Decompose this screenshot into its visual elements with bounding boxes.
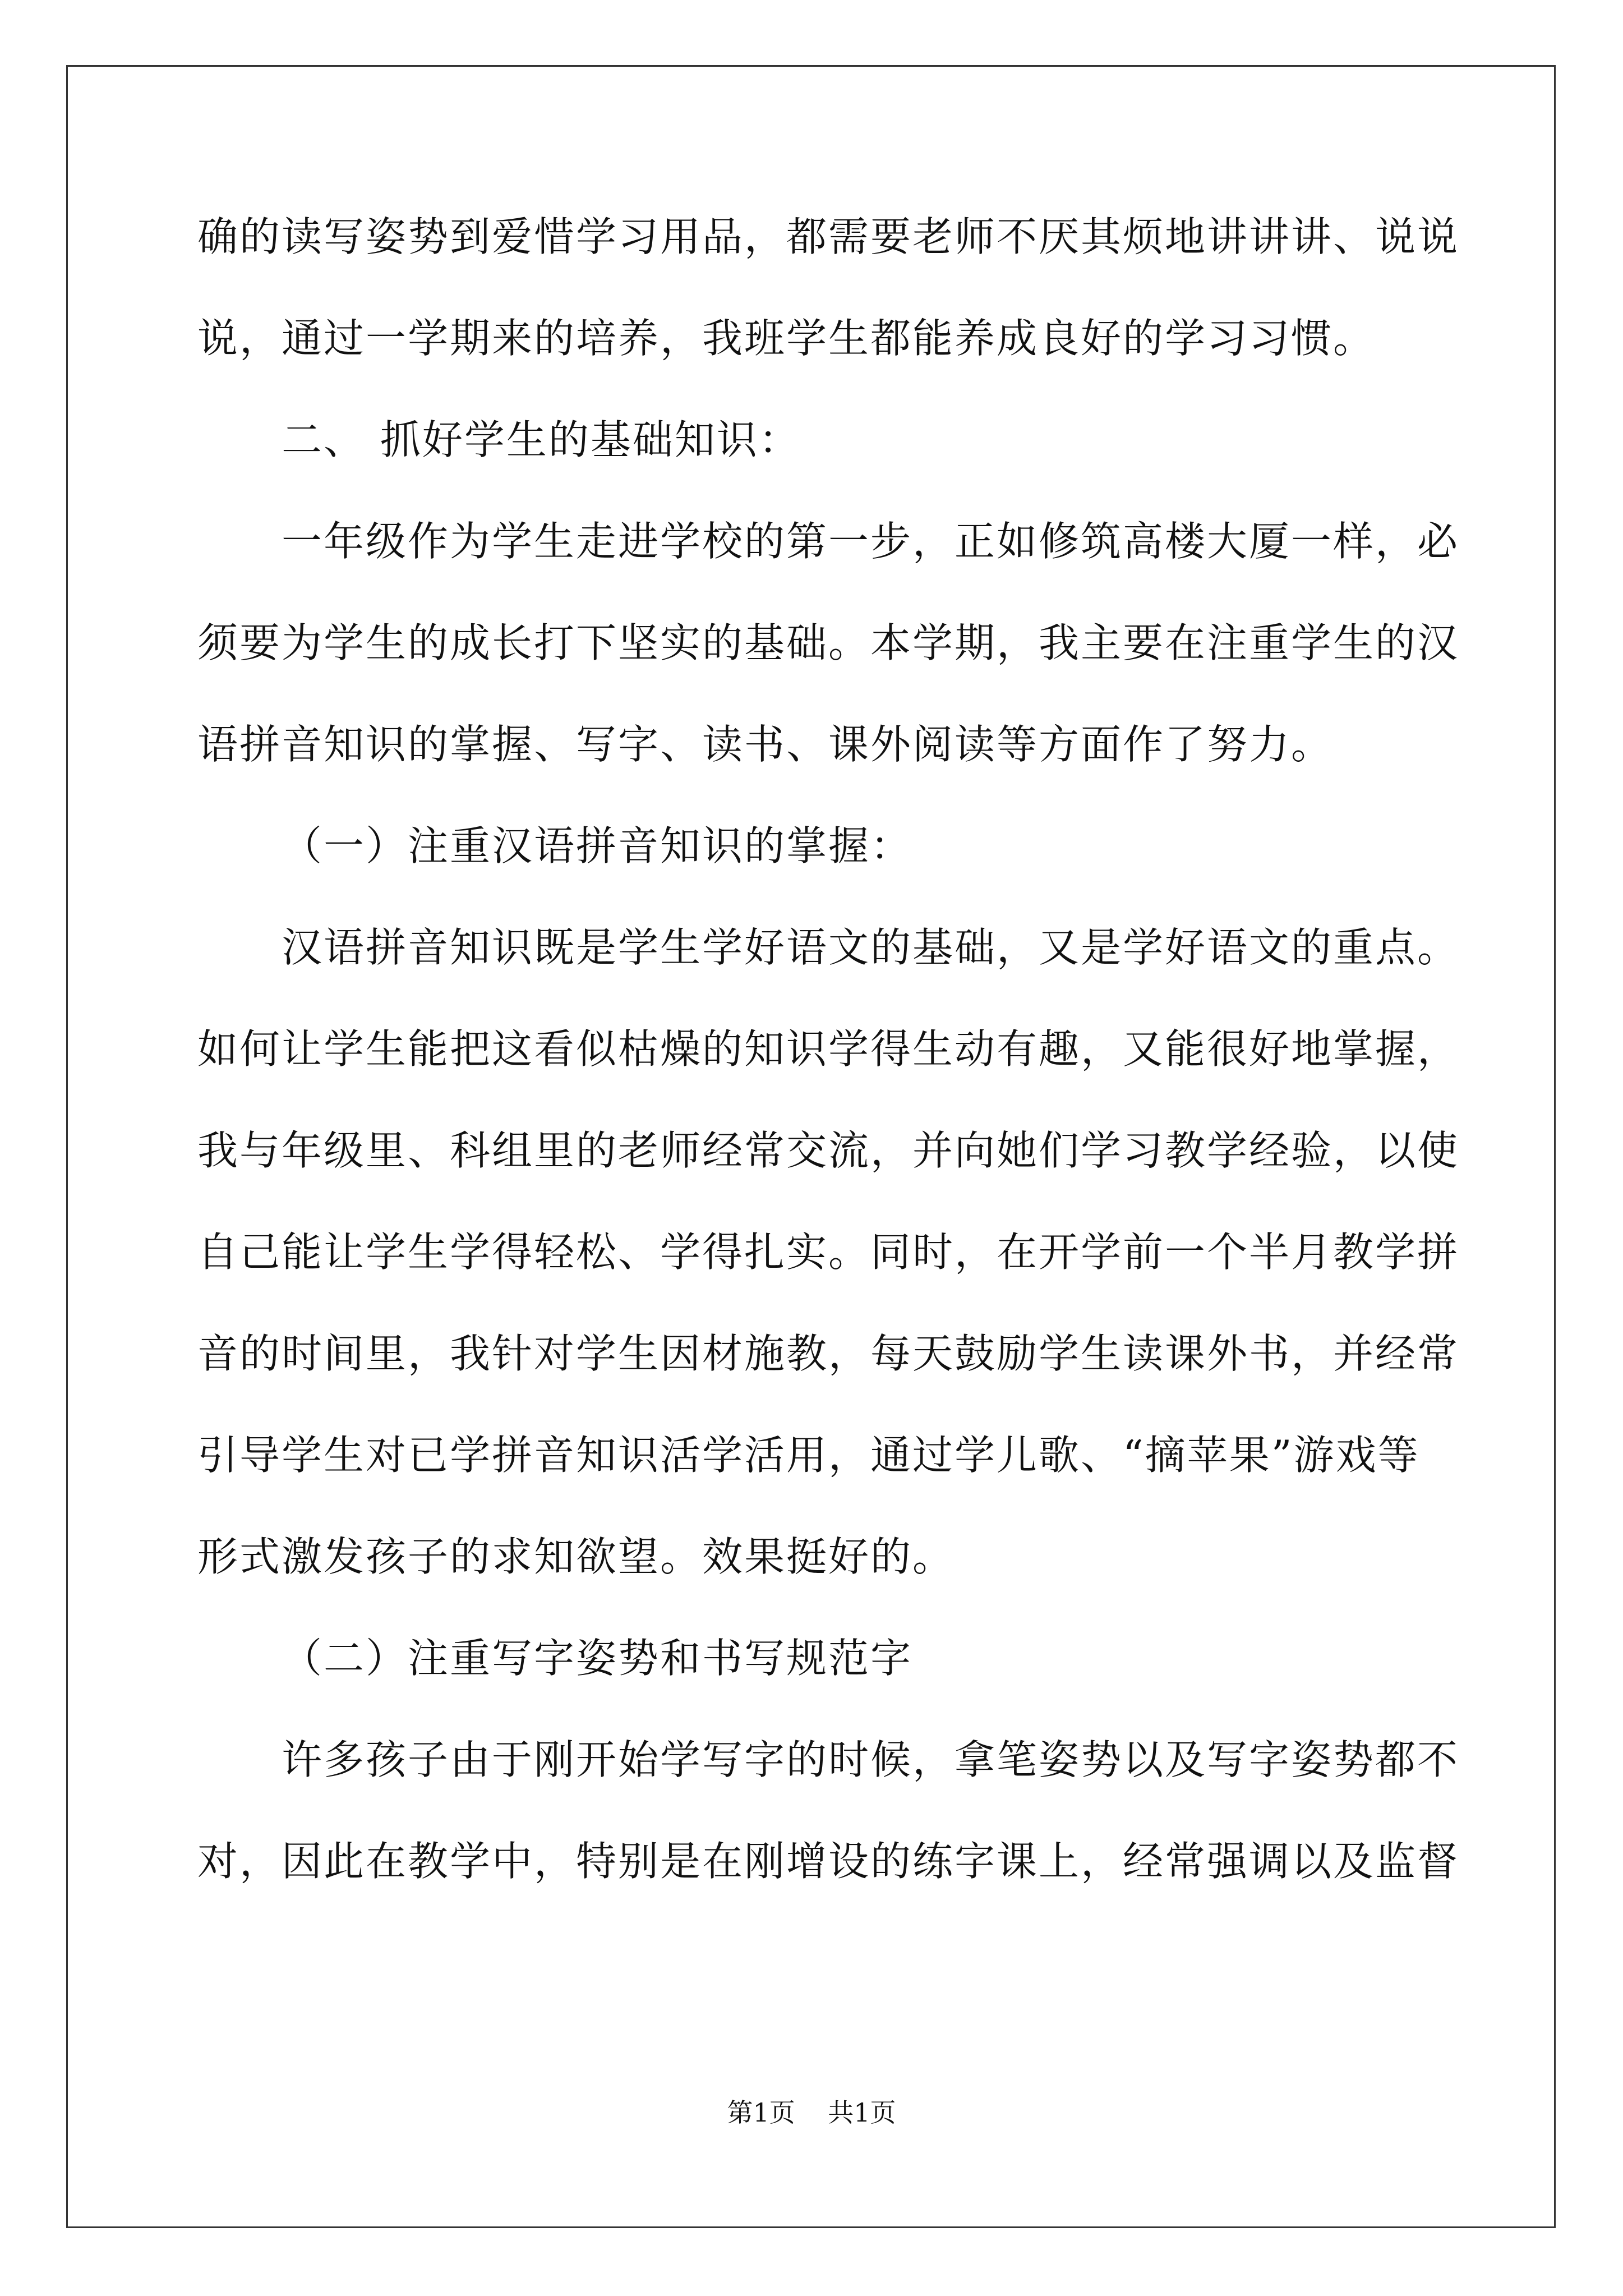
text-line: 语拼音知识的掌握、写字、读书、课外阅读等方面作了努力。 xyxy=(197,721,1334,768)
text-line: 许多孩子由于刚开始学写字的时候，拿笔姿势以及写字姿势都不 xyxy=(282,1736,1460,1783)
subsection-heading: （一）注重汉语拼音知识的掌握： xyxy=(282,822,913,869)
section-heading: 二、 抓好学生的基础知识： xyxy=(282,416,801,463)
text-line: 须要为学生的成长打下坚实的基础。本学期，我主要在注重学生的汉 xyxy=(197,619,1460,666)
text-line: 引导学生对已学拼音知识活学活用，通过学儿歌、“摘苹果”游戏等 xyxy=(197,1432,1420,1479)
subsection-heading: （二）注重写字姿势和书写规范字 xyxy=(282,1635,913,1682)
text-line: 音的时间里，我针对学生因材施教，每天鼓励学生读课外书，并经常 xyxy=(197,1330,1460,1377)
text-line: 形式激发孩子的求知欲望。效果挺好的。 xyxy=(197,1533,955,1580)
text-line: 汉语拼音知识既是学生学好语文的基础，又是学好语文的重点。 xyxy=(282,924,1460,971)
text-line: 我与年级里、科组里的老师经常交流，并向她们学习教学经验，以使 xyxy=(197,1127,1460,1174)
text-line: 如何让学生能把这看似枯燥的知识学得生动有趣，又能很好地掌握， xyxy=(197,1025,1460,1073)
text-line: 一年级作为学生走进学校的第一步，正如修筑高楼大厦一样，必 xyxy=(282,518,1460,565)
text-line: 确的读写姿势到爱惜学习用品，都需要老师不厌其烦地讲讲讲、说说 xyxy=(197,213,1460,260)
text-line: 说，通过一学期来的培养，我班学生都能养成良好的学习习惯。 xyxy=(197,315,1376,362)
page-footer: 第1页 共1页 xyxy=(727,2097,896,2128)
text-line: 自己能让学生学得轻松、学得扎实。同时，在开学前一个半月教学拼 xyxy=(197,1228,1460,1276)
text-line: 对，因此在教学中，特别是在刚增设的练字课上，经常强调以及监督 xyxy=(197,1838,1460,1885)
